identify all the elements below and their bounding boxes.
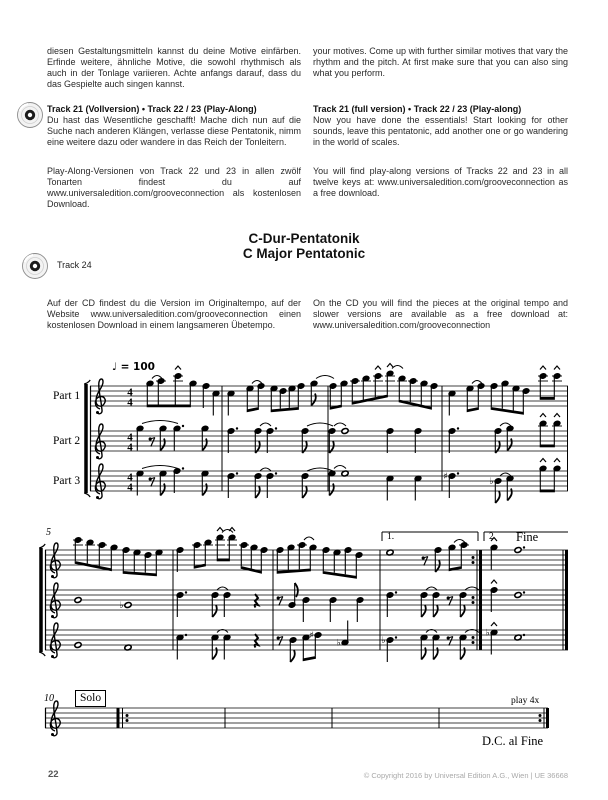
svg-text:4: 4 (127, 396, 133, 409)
svg-text:♭: ♭ (336, 638, 341, 649)
page-number: 22 (48, 769, 59, 780)
svg-text:♯: ♯ (443, 472, 448, 483)
playalong-note-de: Play-Along-Versionen von Track 22 und 23 in allen zwölf Tonarten findest du auf www.universaledition.com/grooveconnection als kostenlosen Download. (47, 166, 301, 209)
svg-text:4: 4 (127, 481, 133, 494)
volta1-label: 1. (387, 532, 395, 542)
track24-label: Track 24 (57, 260, 92, 270)
piece-title-de: C-Dur-Pentatonik (248, 231, 360, 246)
svg-text:♭: ♭ (119, 601, 124, 612)
part2-label: Part 2 (53, 435, 81, 447)
playalong-note-en: You will find play-along versions of Tracks 22 and 23 in all twelve keys at: www.universaledition.com/grooveconnection as a free download. (313, 166, 568, 198)
part1-label: Part 1 (53, 390, 81, 402)
svg-text:♭: ♭ (489, 477, 494, 488)
svg-text:♭: ♭ (485, 628, 490, 639)
copyright-line: © Copyright 2016 by Universal Edition A.G., Wien | UE 36668 (363, 771, 568, 780)
track21-heading-en: Track 21 (full version) • Track 22 / 23 (Play-along) (313, 104, 522, 114)
track21-body-de: Du hast das Wesentliche geschafft! Mache dich nun auf die Suche nach anderen Klängen, verlasse diese Pentatonik, nimm eine weitere dazu oder wandere in das Reich der Tonleitern. (47, 115, 301, 147)
piece-title-en: C Major Pentatonic (242, 246, 366, 261)
measure-number-5: 5 (46, 527, 51, 538)
svg-text:4: 4 (127, 431, 133, 444)
paragraph-continuation-en: your motives. Come up with further similar motives that vary the rhythm and the pitch. At first make sure that you can also sing what you perform. (313, 46, 568, 78)
tempo-marking: ♩ = 100 (112, 361, 155, 373)
track21-body-en: Now you have done the essentials! Start looking for other sounds, leave this pentatonic, add another one or go wandering in the world of scales. (313, 115, 568, 147)
paragraph-continuation-de: diesen Gestaltungsmitteln kannst du deine Motive einfärben. Erfinde weitere, ähnliche Motive, die sowohl rhythmisch als auch in der Tonlage variieren. Achte anfangs darauf, dass du das Gespielte auch singen kannst. (47, 46, 301, 89)
svg-text:♭: ♭ (381, 636, 386, 647)
part3-label: Part 3 (53, 475, 81, 487)
cd-note-en: On the CD you will find the pieces at the original tempo and slower versions are available as a free download at: www.universaledition.com/grooveconnection (313, 298, 568, 330)
track21-heading-de: Track 21 (Vollversion) • Track 22 / 23 (Play-Along) (47, 104, 257, 114)
dc-al-fine-marking: D.C. al Fine (482, 734, 544, 748)
svg-text:4: 4 (127, 386, 133, 399)
volta2-label: 2. (489, 532, 497, 542)
measure-number-10: 10 (44, 693, 54, 704)
play-4x-marking: play 4x (511, 696, 540, 706)
svg-text:♯: ♯ (309, 631, 314, 642)
svg-text:4: 4 (127, 441, 133, 454)
solo-box: Solo (75, 690, 106, 707)
cd-note-de: Auf der CD findest du die Version im Originaltempo, auf der Website www.universaledition.com/grooveconnection einen kostenlosen Download in einem langsameren Übetempo. (47, 298, 301, 330)
svg-text:4: 4 (127, 471, 133, 484)
fine-marking: Fine (516, 530, 539, 544)
